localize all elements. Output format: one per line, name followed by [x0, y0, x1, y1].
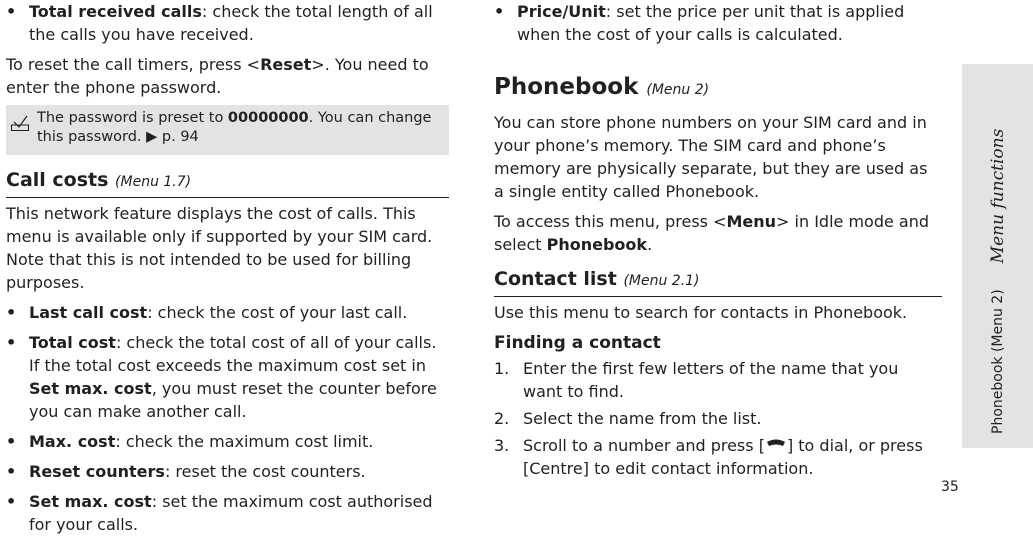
phonebook-intro: You can store phone numbers on your SIM card and in your phone’s memory. The SIM card and phone’s memory are physically separate, but they are used as a single entity called Phonebook. [494, 113, 928, 201]
reset-timers-paragraph: To reset the call timers, press <Reset>. You need to enter the phone password. [6, 55, 429, 97]
call-costs-heading: Call costs (Menu 1.7) [6, 167, 449, 198]
page-number: 35 [941, 479, 959, 495]
contact-list-heading: Contact list (Menu 2.1) [494, 266, 942, 297]
step-2: 2. Select the name from the list. [494, 409, 762, 428]
bullet-max-cost: • Max. cost: check the maximum cost limit. [6, 430, 449, 453]
bullet-set-max-cost: • Set max. cost: set the maximum cost authorised for your calls. [6, 490, 449, 536]
left-column [6, 0, 449, 536]
bullet-total-cost: • Total cost: check the total cost of all of your calls. If the total cost exceeds the maximum cost set in Set max. cost, you must reset the counter before you can make another call. [6, 331, 449, 423]
call-costs-intro: This network feature displays the cost of calls. This menu is available only if supported by your SIM card. Note that this is not intended to be used for billing purposes. [6, 204, 433, 292]
password-note: The password is preset to 00000000. You can change this password. ▶ p. 94 [6, 105, 449, 155]
bullet-last-call-cost: • Last call cost: check the cost of your last call. [6, 301, 449, 324]
phonebook-heading: Phonebook (Menu 2) [494, 74, 710, 100]
bullet-reset-counters: • Reset counters: reset the cost counters. [6, 460, 449, 483]
dial-key-icon [765, 438, 787, 452]
contact-list-text: Use this menu to search for contacts in Phonebook. [494, 303, 908, 322]
right-column [494, 0, 942, 480]
side-tab-section: Menu functions [987, 128, 1008, 264]
bullet-price-unit: • Price/Unit: set the price per unit that is applied when the cost of your calls is calculated. [494, 0, 942, 46]
note-check-icon [11, 115, 29, 131]
side-section-tab [962, 64, 1033, 448]
step-3: 3. Scroll to a number and press [ ] to dial, or press [Centre] to edit contact information. [494, 436, 923, 478]
bullet-total-received-calls: • Total received calls: check the total length of all the calls you have received. [6, 0, 449, 46]
step-1: 1. Enter the first few letters of the name that you want to find. [494, 359, 899, 401]
phonebook-access: To access this menu, press <Menu> in Idle mode and select Phonebook. [494, 212, 930, 254]
finding-contact-heading: Finding a contact [494, 333, 661, 353]
side-tab-subsection: Phonebook (Menu 2) [989, 289, 1006, 434]
